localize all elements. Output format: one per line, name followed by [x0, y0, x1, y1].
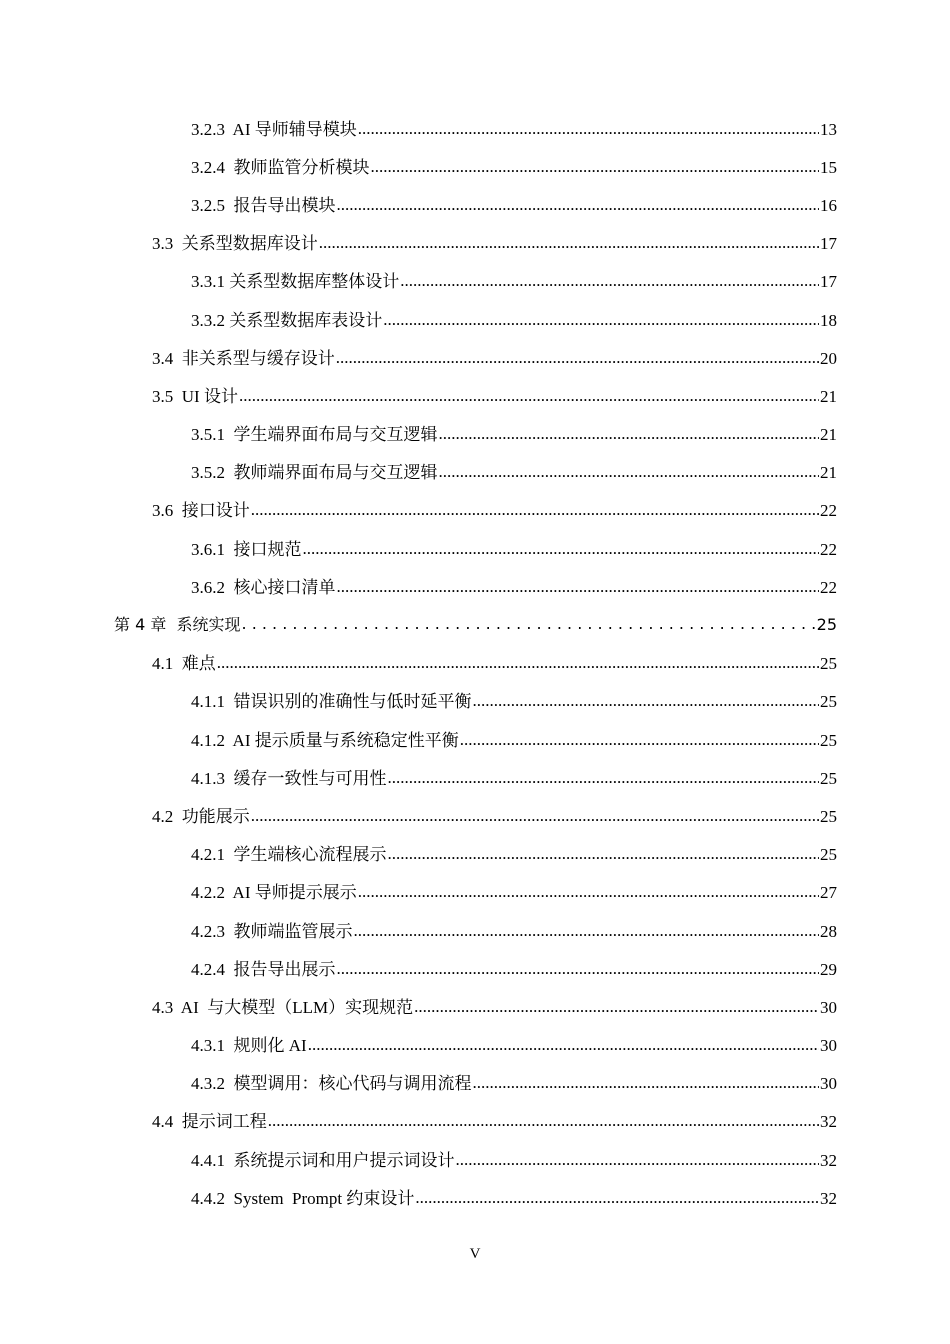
toc-entry-page: 25 [820, 692, 837, 712]
toc-entry-page: 28 [820, 921, 837, 941]
toc-entry-line [152, 382, 837, 407]
toc-entry[interactable] [0, 948, 950, 986]
toc-entry[interactable] [0, 490, 950, 528]
toc-entry-page: 32 [820, 1150, 837, 1170]
toc-entry-title: 3.2.5 报告导出模块 [191, 195, 336, 215]
toc-entry-title: 4.4.1 系统提示词和用户提示词设计 [191, 1150, 455, 1170]
toc-entry[interactable] [0, 452, 950, 490]
toc-entry[interactable] [0, 986, 950, 1024]
toc-entry[interactable] [0, 1063, 950, 1101]
toc-entry-title: 4.3.2 模型调用：核心代码与调用流程 [191, 1074, 472, 1094]
toc-entry-line [191, 191, 837, 216]
toc-entry-title: 第 4 章 系统实现 [114, 615, 241, 635]
toc-entry[interactable] [0, 528, 950, 566]
toc-entry-page: 25 [820, 768, 837, 788]
toc-entry-title: 3.3.2 关系型数据库表设计 [191, 310, 383, 330]
toc-entry[interactable] [0, 757, 950, 795]
toc-entry-line [191, 458, 837, 483]
toc-entry-page: 13 [820, 119, 837, 139]
toc-entry-page: 30 [820, 1036, 837, 1056]
toc-dot-leader [336, 348, 819, 368]
toc-dot-leader [337, 577, 820, 597]
toc-entry-line [191, 1031, 837, 1056]
toc-entry-page: 22 [820, 539, 837, 559]
toc-entry-title: 3.3 关系型数据库设计 [152, 234, 318, 254]
toc-entry[interactable] [0, 566, 950, 604]
toc-entry-page: 21 [820, 386, 837, 406]
toc-entry-page: 29 [820, 959, 837, 979]
toc-dot-leader [473, 691, 820, 711]
toc-entry-line [191, 764, 837, 789]
toc-entry[interactable] [0, 414, 950, 452]
toc-entry-line [191, 115, 837, 140]
toc-entry[interactable] [0, 146, 950, 184]
toc-dot-leader [319, 233, 819, 253]
toc-entry[interactable] [0, 910, 950, 948]
toc-entry[interactable] [0, 337, 950, 375]
toc-entry-page: 18 [820, 310, 837, 330]
toc-entry-title: 4.1.3 缓存一致性与可用性 [191, 768, 387, 788]
toc-dot-leader [473, 1073, 820, 1093]
toc-entry-page: 17 [820, 272, 837, 292]
toc-entry-line [152, 993, 837, 1018]
toc-entry[interactable] [0, 872, 950, 910]
toc-entry-page: 25 [820, 730, 837, 750]
toc-entry-page: 25 [820, 845, 837, 865]
toc-entry[interactable] [0, 795, 950, 833]
toc-entry-page: 22 [820, 501, 837, 521]
toc-dot-leader [239, 386, 819, 406]
toc-entry-page: 30 [820, 997, 837, 1017]
toc-entry-line [191, 687, 837, 712]
toc-entry-line [191, 573, 837, 598]
toc-entry-line [152, 229, 837, 254]
toc-entry[interactable] [0, 1139, 950, 1177]
toc-dot-leader [371, 157, 820, 177]
toc-entry-page: 15 [820, 157, 837, 177]
toc-entry-title: 4.2.2 AI 导师提示展示 [191, 883, 357, 903]
toc-entry-title: 3.5.1 学生端界面布局与交互逻辑 [191, 425, 438, 445]
toc-entry-page: 25 [816, 615, 837, 635]
toc-dot-leader [400, 271, 819, 291]
toc-entry-title: 3.5 UI 设计 [152, 386, 238, 406]
toc-dot-leader [251, 806, 819, 826]
toc-entry[interactable] [0, 719, 950, 757]
toc-entry-line [191, 153, 837, 178]
toc-dot-leader [439, 462, 820, 482]
toc-dot-leader [268, 1111, 819, 1131]
toc-entry-line [191, 840, 837, 865]
toc-entry-title: 3.4 非关系型与缓存设计 [152, 348, 335, 368]
toc-dot-leader [251, 500, 819, 520]
toc-entry-title: 4.4.2 System Prompt 约束设计 [191, 1188, 415, 1208]
toc-entry-title: 3.5.2 教师端界面布局与交互逻辑 [191, 463, 438, 483]
toc-dot-leader [354, 921, 820, 941]
toc-dot-leader [358, 119, 819, 139]
toc-entry-title: 3.6.2 核心接口清单 [191, 577, 336, 597]
toc-entry-page: 17 [820, 234, 837, 254]
toc-entry[interactable] [0, 375, 950, 413]
toc-entry-title: 4.2.1 学生端核心流程展示 [191, 845, 387, 865]
toc-entry-line [152, 649, 837, 674]
toc-entry-line [152, 496, 837, 521]
toc-entry-title: 3.6.1 接口规范 [191, 539, 302, 559]
toc-dot-leader [217, 653, 819, 673]
toc-dot-leader [456, 1150, 820, 1170]
toc-dot-leader [388, 844, 820, 864]
toc-dot-leader [415, 1188, 819, 1208]
toc-entry[interactable] [0, 1025, 950, 1063]
toc-entry-line [191, 535, 837, 560]
toc-entry-title: 3.2.3 AI 导师辅导模块 [191, 119, 357, 139]
toc-entry-title: 4.2 功能展示 [152, 806, 250, 826]
toc-entry-title: 4.1 难点 [152, 654, 216, 674]
toc-entry-title: 3.2.4 教师监管分析模块 [191, 157, 370, 177]
toc-entry-line [191, 726, 837, 751]
toc-entry-page: 32 [820, 1112, 837, 1132]
toc-entry-line [191, 1069, 837, 1094]
toc-entry-title: 4.3 AI 与大模型（LLM）实现规范 [152, 997, 414, 1017]
toc-entry-page: 21 [820, 425, 837, 445]
toc-dot-leader [308, 1035, 819, 1055]
toc-dot-leader [358, 882, 819, 902]
toc-entry[interactable] [0, 681, 950, 719]
toc-dot-leader [303, 539, 820, 559]
toc-entry-line [191, 1146, 837, 1171]
toc-entry[interactable] [0, 108, 950, 146]
toc-dot-leader [337, 959, 820, 979]
toc-dot-leader [439, 424, 820, 444]
toc-entry-title: 4.4 提示词工程 [152, 1112, 267, 1132]
table-of-contents [0, 108, 950, 1215]
toc-entry-page: 25 [820, 654, 837, 674]
toc-entry-page: 21 [820, 463, 837, 483]
toc-entry-line [191, 267, 837, 292]
toc-entry-title: 3.3.1 关系型数据库整体设计 [191, 272, 400, 292]
toc-entry[interactable] [0, 184, 950, 222]
toc-dot-leader [337, 195, 820, 215]
toc-entry[interactable] [0, 604, 950, 642]
toc-entry-title: 4.1.2 AI 提示质量与系统稳定性平衡 [191, 730, 459, 750]
toc-dot-leader [242, 614, 816, 633]
toc-entry[interactable] [0, 1177, 950, 1215]
toc-entry[interactable] [0, 643, 950, 681]
toc-entry-title: 3.6 接口设计 [152, 501, 250, 521]
toc-entry-line [191, 917, 837, 942]
toc-entry-line [152, 802, 837, 827]
toc-entry-line [191, 878, 837, 903]
toc-dot-leader [460, 730, 819, 750]
toc-entry[interactable] [0, 223, 950, 261]
toc-entry-line [152, 1107, 837, 1132]
toc-entry-page: 30 [820, 1074, 837, 1094]
toc-dot-leader [383, 310, 819, 330]
toc-entry-page: 20 [820, 348, 837, 368]
toc-entry-title: 4.2.4 报告导出展示 [191, 959, 336, 979]
page-number: V [469, 1246, 481, 1262]
toc-entry-line [114, 612, 837, 635]
toc-entry[interactable] [0, 834, 950, 872]
toc-entry-page: 22 [820, 577, 837, 597]
toc-dot-leader [388, 768, 820, 788]
toc-entry-page: 25 [820, 806, 837, 826]
toc-entry[interactable] [0, 299, 950, 337]
toc-entry-page: 27 [820, 883, 837, 903]
toc-entry-line [191, 1184, 837, 1209]
toc-entry-title: 4.2.3 教师端监管展示 [191, 921, 353, 941]
toc-dot-leader [414, 997, 819, 1017]
toc-entry-line [191, 420, 837, 445]
toc-entry[interactable] [0, 261, 950, 299]
toc-entry-line [191, 306, 837, 331]
toc-entry-line [152, 344, 837, 369]
toc-entry-line [191, 955, 837, 980]
toc-entry-page: 32 [820, 1188, 837, 1208]
toc-entry-page: 16 [820, 195, 837, 215]
toc-entry-title: 4.3.1 规则化 AI [191, 1036, 307, 1056]
toc-entry[interactable] [0, 1101, 950, 1139]
toc-entry-title: 4.1.1 错误识别的准确性与低时延平衡 [191, 692, 472, 712]
